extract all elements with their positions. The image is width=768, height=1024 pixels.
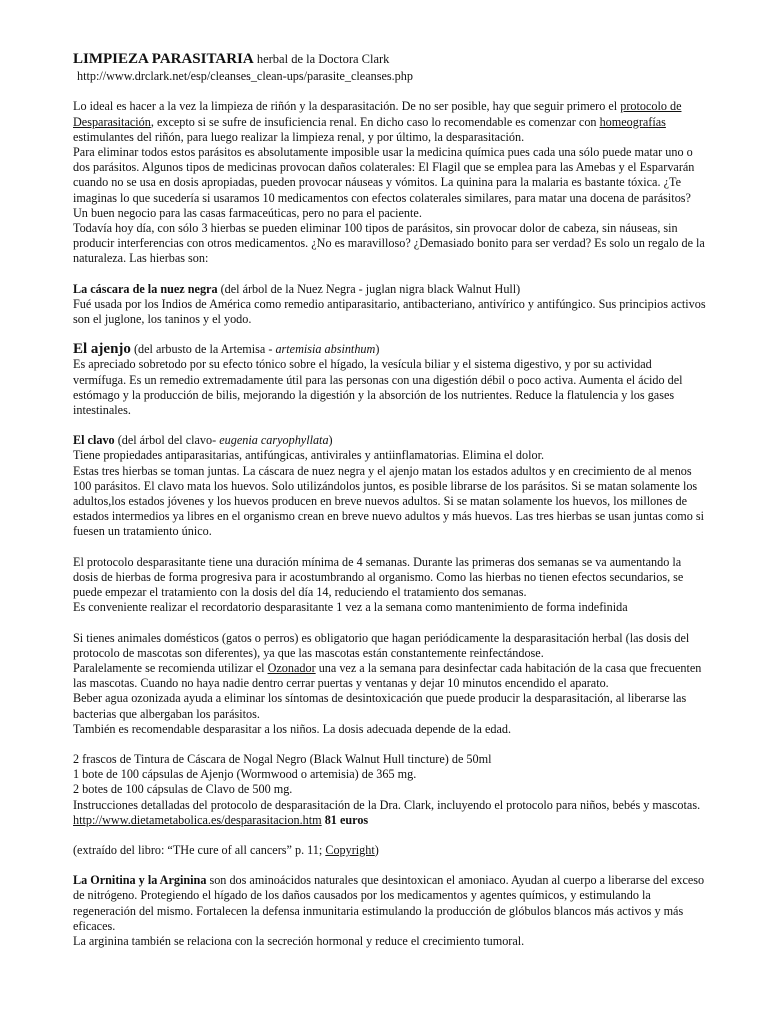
homeografias-link[interactable]: homeografías [599, 114, 666, 129]
clavo-subtitle: (del árbol del clavo- [114, 433, 220, 448]
ajenjo-subtitle-end: ) [375, 342, 380, 357]
nuez-subtitle: (del árbol de la Nuez Negra - juglan nigra black Walnut Hull) [217, 281, 521, 296]
protocol-link[interactable]: protocolo de Desparasitación [73, 99, 682, 129]
protocolo-text-2: Es conveniente realizar el recordatorio desparasitante 1 vez a la semana como mantenimiento de forma indefinida [73, 600, 628, 615]
clavo-latin-name: eugenia caryophyllata [219, 433, 329, 448]
nuez-text: Fué usada por los Indios de América como remedio antiparasitario, antibacteriano, antivírico y antifúngico. Sus principios activos son el juglone, los taninos y el yodo. [73, 296, 706, 327]
ozonador-link[interactable]: Ozonador [267, 660, 316, 675]
mascotas-paragraph-1: Si tienes animales domésticos (gatos o perros) es obligatorio que hagan periódicamente la desparasitación herbal (las dosis del protocolo de mascotas son diferentes), ya que las mascotas están constantemente reinfectándose. [73, 630, 690, 660]
clavo-text-2: Estas tres hierbas se toman juntas. La cáscara de nuez negra y el ajenjo matan los estados adultos y en crecimiento de al menos 100 parásitos. El clavo mata los huevos. Solo utilizándolos juntos, es posible librarse de los parásitos. Si se matan solamente los adultos,los estados jóvenes y los huevos producen en breve nuevos adultos. Si se matan solamente los huevos, los millones de estados intermedios ya libres en el organismo crean en breve nuevo adultos y más huevos. Las tres hierbas se usan juntas como si fuesen un tratamiento único. [73, 463, 704, 539]
ajenjo-title: El ajenjo [73, 341, 131, 358]
ornitina-title: La Ornitina y la Arginina [73, 873, 207, 888]
intro-text: estimulantes del riñón, para luego realizar la limpieza renal, y por último, la desparasitación. [73, 129, 525, 144]
protocolo-text: El protocolo desparasitante tiene una duración mínima de 4 semanas. Durante las primeras dos semanas se va aumentando la dosis de hierbas de forma progresiva para ir acostumbrando al organismo. Como las hierbas no tienen efectos secundarios, se puede empezar el tratamiento con la dosis del día 14, reduciendo el tratamiento dos semanas. [73, 554, 684, 600]
intro-text: Lo ideal es hacer a la vez la limpieza de riñón y la desparasitación. De no ser posible, hay que seguir primero el [73, 99, 621, 114]
product-item: 2 botes de 100 cápsulas de Clavo de 500 mg. [73, 782, 293, 797]
mascotas-paragraph-3: Beber agua ozonizada ayuda a eliminar los síntomas de desintoxicación que puede producir la desparasitación, al liberarse las bacterias que albergaban los parásitos. [73, 691, 687, 721]
product-item: 2 frascos de Tintura de Cáscara de Nogal Negro (Black Walnut Hull tincture) de 50ml [73, 751, 492, 766]
nuez-heading [73, 282, 706, 297]
clavo-subtitle-end: ) [328, 433, 333, 448]
clavo-title: El clavo [73, 433, 115, 448]
ajenjo-text: Es apreciado sobretodo por su efecto tónico sobre el hígado, la vesícula biliar y el sistema digestivo, y por su actividad vermífuga. Es un remedio extremadamente útil para las personas con una digestión débil o poco activa. Aumenta el ácido del estómago y la producción de bilis, mejorando la digestión y la absorción de los nutrientes. Reduce la flatulencia y los gases intestinales. [73, 357, 683, 418]
product-item: 1 bote de 100 cápsulas de Ajenjo (Wormwood o artemisia) de 365 mg. [73, 767, 417, 782]
clavo-heading [73, 433, 706, 448]
instructions-paragraph [73, 798, 706, 828]
document-title [73, 52, 706, 67]
citation-text: (extraído del libro: “THe cure of all cancers” p. 11; [73, 842, 326, 857]
ajenjo-heading [73, 342, 706, 357]
mascotas-text: una vez a la semana para desinfectar cada habitación de la casa que frecuenten las mascotas. Cuando no haya nadie dentro cerrar puertas y ventanas y dejar 10 minutos encendido el aparato. [73, 660, 702, 691]
ornitina-text: son dos aminoácidos naturales que desintoxican el amoniaco. Ayudan al cuerpo a liberarse del exceso de nitrógeno. Protegiendo el hígado de los daños causados por los medicamentos y agentes químicos, y estimulando la regeneración del mismo. Fortalecen la defensa inmunitaria estimulando la producción de glóbulos blancos más activos y más eficaces. [73, 873, 705, 933]
price-label: 81 euros [321, 812, 369, 827]
desparasitacion-link[interactable]: http://www.dietametabolica.es/desparasitacion.htm [73, 812, 322, 827]
intro-text: , excepto si se sufre de insuficiencia renal. En dicho caso lo recomendable es comenzar con [150, 114, 600, 129]
copyright-link[interactable]: Copyright [325, 842, 375, 857]
mascotas-paragraph-2 [73, 661, 706, 691]
source-url: http://www.drclark.net/esp/cleanses_clean-ups/parasite_cleanses.php [77, 69, 413, 84]
clavo-text-1: Tiene propiedades antiparasitarias, antifúngicas, antivirales y antiinflamatorias. Elimina el dolor. [73, 448, 545, 463]
mascotas-text: Paralelamente se recomienda utilizar el [73, 660, 268, 675]
mascotas-paragraph-4: También es recomendable desparasitar a los niños. La dosis adecuada depende de la edad. [73, 721, 512, 736]
instructions-text: Instrucciones detalladas del protocolo de desparasitación de la Dra. Clark, incluyendo el protocolo para niños, bebés y mascotas. [73, 797, 701, 812]
nuez-title: La cáscara de la nuez negra [73, 281, 218, 296]
source-citation [73, 843, 706, 858]
intro-paragraph-3: Todavía hoy día, con sólo 3 hierbas se pueden eliminar 100 tipos de parásitos, sin provocar dolor de cabeza, sin náuseas, sin producir interferencias con otros medicamentos. ¿No es maravilloso? ¿Demasiado bonito para ser verdad? Es solo un regalo de la naturaleza. Las hierbas son: [73, 221, 705, 266]
ornitina-paragraph [73, 873, 706, 934]
ajenjo-latin-name: artemisia absinthum [275, 342, 376, 357]
intro-paragraph-2: Para eliminar todos estos parásitos es absolutamente imposible usar la medicina química pues cada una sólo puede matar uno o dos parásitos. Algunos tipos de medicinas provocan daños colaterales: El Flagil que se emplea para las Amebas y el Esparvarán cuando no se usa en dosis apropiadas, pueden provocar náuseas y vómitos. La quinina para la malaria es bastante tóxica. ¿Te imaginas lo que sucedería si usaramos 10 medicamentos con efectos colaterales similares, para matar una docena de parásitos? Un buen negocio para las casas farmaceúticas, pero no para el paciente. [73, 145, 695, 220]
ornitina-paragraph-2: La arginina también se relaciona con la secreción hormonal y reduce el crecimiento tumoral. [73, 933, 525, 948]
ajenjo-subtitle: (del arbusto de la Artemisa - [130, 342, 276, 357]
title-main: LIMPIEZA PARASITARIA [73, 51, 254, 67]
title-sub: herbal de la Doctora Clark [253, 52, 390, 66]
citation-end: ) [374, 842, 379, 857]
intro-paragraph-1 [73, 99, 706, 145]
